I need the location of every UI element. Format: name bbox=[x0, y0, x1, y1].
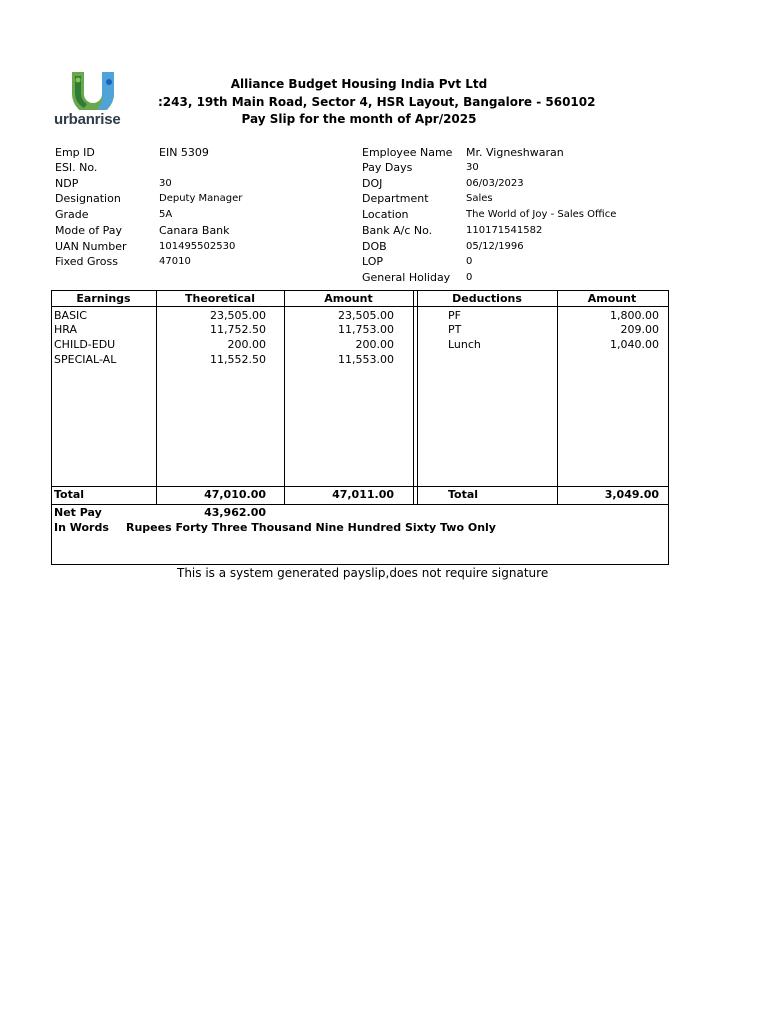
info-value: 0 bbox=[466, 256, 473, 267]
info-label: NDP bbox=[55, 177, 79, 190]
earning-amount: 23,505.00 bbox=[338, 309, 394, 322]
earning-theoretical: 11,552.50 bbox=[210, 353, 266, 366]
info-label: Department bbox=[362, 192, 429, 205]
earning-theoretical: 23,505.00 bbox=[210, 309, 266, 322]
deduction-amount: 1,800.00 bbox=[610, 309, 659, 322]
earning-name: BASIC bbox=[54, 309, 87, 322]
earning-name: CHILD-EDU bbox=[54, 338, 116, 351]
info-value: 101495502530 bbox=[159, 241, 236, 252]
earning-name: SPECIAL-AL bbox=[54, 353, 117, 366]
total-deductions-label: Total bbox=[448, 488, 479, 501]
header-deduction-amount: Amount bbox=[587, 292, 637, 305]
info-value: The World of Joy - Sales Office bbox=[466, 209, 617, 220]
info-label: Emp ID bbox=[55, 146, 95, 159]
info-value: 110171541582 bbox=[466, 225, 543, 236]
total-deductions: 3,049.00 bbox=[604, 488, 659, 501]
earning-amount: 11,553.00 bbox=[338, 353, 394, 366]
info-label: Pay Days bbox=[362, 161, 413, 174]
payslip-title: Pay Slip for the month of Apr/2025 bbox=[241, 112, 477, 126]
company-logo bbox=[52, 70, 142, 132]
total-amount: 47,011.00 bbox=[332, 488, 394, 501]
deduction-amount: 209.00 bbox=[620, 323, 659, 336]
info-label: UAN Number bbox=[55, 240, 127, 253]
column-divider bbox=[413, 290, 414, 504]
company-name: Alliance Budget Housing India Pvt Ltd bbox=[230, 77, 488, 91]
info-label: Location bbox=[362, 208, 409, 221]
info-value: Mr. Vigneshwaran bbox=[466, 146, 564, 159]
info-label: General Holiday bbox=[362, 271, 451, 284]
info-label: LOP bbox=[362, 255, 384, 268]
info-label: Designation bbox=[55, 192, 121, 205]
info-value: 30 bbox=[466, 162, 479, 173]
info-value: 5A bbox=[159, 209, 173, 220]
deduction-name: PT bbox=[448, 323, 462, 336]
info-value: 05/12/1996 bbox=[466, 241, 524, 252]
info-label: Employee Name bbox=[362, 146, 453, 159]
info-value: 30 bbox=[159, 178, 172, 189]
info-label: DOJ bbox=[362, 177, 383, 190]
info-value: 0 bbox=[466, 272, 473, 283]
total-divider-top bbox=[51, 486, 668, 487]
info-value: 47010 bbox=[159, 256, 191, 267]
header-divider bbox=[51, 306, 668, 307]
header-deductions: Deductions bbox=[452, 292, 522, 305]
logo-text: urbanrise bbox=[54, 111, 121, 128]
column-divider bbox=[417, 290, 418, 504]
net-pay-value: 43,962.00 bbox=[204, 506, 266, 519]
info-label: ESI. No. bbox=[55, 161, 98, 174]
info-value: Deputy Manager bbox=[159, 193, 243, 204]
earning-theoretical: 200.00 bbox=[227, 338, 266, 351]
earning-theoretical: 11,752.50 bbox=[210, 323, 266, 336]
info-value: 06/03/2023 bbox=[466, 178, 524, 189]
in-words-label: In Words bbox=[54, 521, 109, 534]
footer-note: This is a system generated payslip,does not require signature bbox=[177, 566, 549, 580]
deduction-amount: 1,040.00 bbox=[610, 338, 659, 351]
header-earnings: Earnings bbox=[76, 292, 131, 305]
logo-u-icon bbox=[70, 70, 116, 110]
deduction-name: Lunch bbox=[448, 338, 481, 351]
info-label: Bank A/c No. bbox=[362, 224, 433, 237]
info-value: EIN 5309 bbox=[159, 146, 209, 159]
earning-name: HRA bbox=[54, 323, 77, 336]
earning-amount: 11,753.00 bbox=[338, 323, 394, 336]
header-amount: Amount bbox=[324, 292, 373, 305]
info-value: Canara Bank bbox=[159, 224, 230, 237]
info-label: DOB bbox=[362, 240, 387, 253]
info-label: Mode of Pay bbox=[55, 224, 122, 237]
in-words-value: Rupees Forty Three Thousand Nine Hundred Sixty Two Only bbox=[126, 521, 496, 534]
net-pay-label: Net Pay bbox=[54, 506, 102, 519]
deduction-name: PF bbox=[448, 309, 461, 322]
total-label: Total bbox=[54, 488, 85, 501]
info-value: Sales bbox=[466, 193, 493, 204]
total-theoretical: 47,010.00 bbox=[204, 488, 266, 501]
company-address: :243, 19th Main Road, Sector 4, HSR Layout, Bangalore - 560102 bbox=[158, 95, 596, 109]
total-divider-bottom bbox=[51, 504, 668, 505]
info-label: Fixed Gross bbox=[55, 255, 118, 268]
info-label: Grade bbox=[55, 208, 89, 221]
earning-amount: 200.00 bbox=[355, 338, 394, 351]
header-theoretical: Theoretical bbox=[185, 292, 255, 305]
